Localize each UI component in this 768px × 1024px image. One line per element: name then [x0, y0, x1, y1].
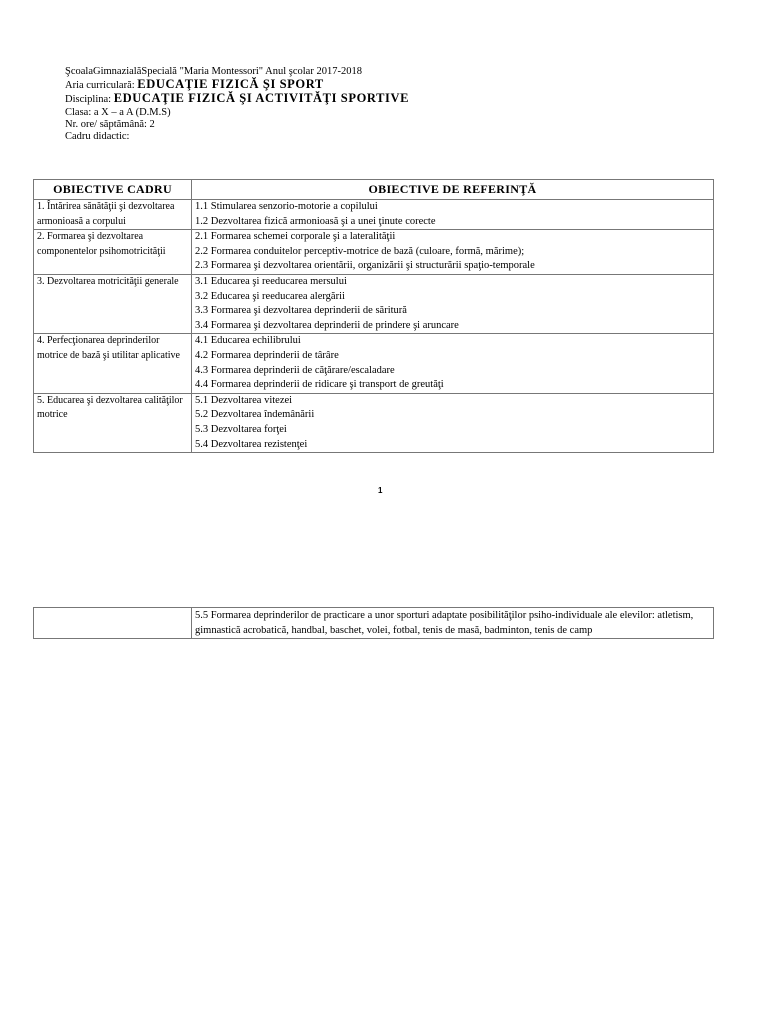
referinta-item: 4.1 Educarea echilibrului [195, 335, 301, 347]
table-body [34, 200, 714, 453]
referinta-item: 5.1 Dezvoltarea vitezei [195, 394, 293, 406]
referinta-item: 2.1 Formarea schemei corporale şi a lateralităţii [195, 231, 396, 243]
table-row [34, 200, 714, 230]
referinta-item: 1.1 Stimularea senzorio-motorie a copilului [195, 201, 378, 212]
continuation-table [33, 607, 714, 639]
referinta-item: 4.2 Formarea deprinderii de târâre [195, 349, 339, 361]
table-row [34, 274, 714, 333]
referinta-item: 3.4 Formarea şi dezvoltarea deprinderii de prindere şi aruncare [195, 319, 459, 331]
referinta-item: 2.3 Formarea şi dezvoltarea orientării, organizării şi structurării spaţio-temporale [195, 260, 535, 272]
school-line: ŞcoalaGimnazialăSpecială "Maria Montessori" Anul şcolar 2017-2018 [65, 66, 362, 77]
referinta-item: 5.4 Dezvoltarea rezistenţei [195, 438, 308, 450]
cadru-cell: 3. Dezvoltarea motricităţii generale [34, 274, 192, 333]
referinta-item: 3.2 Educarea şi reeducarea alergării [195, 290, 345, 302]
referinta-item: 2.2 Formarea conduitelor perceptiv-motrice de bază (culoare, formă, mărime); [195, 245, 525, 257]
column-header-cadru: OBIECTIVE CADRU [34, 180, 192, 200]
referinte-cell [192, 334, 714, 393]
curricular-area-value: EDUCAŢIE FIZICĂ ŞI SPORT [137, 77, 324, 92]
referinta-item: 5.2 Dezvoltarea îndemânării [195, 409, 315, 421]
cadru-cell: 4. Perfecţionarea deprinderilor motrice de bază şi utilitar aplicative [34, 334, 192, 393]
referinta-item: 3.1 Educarea şi reeducarea mersului [195, 275, 347, 287]
referinta-cell: 5.5 Formarea deprinderilor de practicare a unor sporturi adaptate posibilităţilor psiho-individuale ale elevilor: atletism, gimnastică acrobatică, handbal, baschet, volei, fotbal, tenis de masă, badminton, tenis de camp [192, 608, 714, 639]
referinte-cell [192, 230, 714, 275]
column-header-referinta: OBIECTIVE DE REFERINŢĂ [192, 180, 714, 200]
referinta-item: 3.3 Formarea şi dezvoltarea deprinderii de săritură [195, 305, 407, 317]
referinta-item: 4.4 Formarea deprinderii de ridicare şi transport de greutăţi [195, 379, 444, 391]
table-row [34, 230, 714, 275]
referinta-item: 1.2 Dezvoltarea fizică armonioasă şi a unei ţinute corecte [195, 215, 436, 227]
referinta-item: 4.3 Formarea deprinderii de căţărare/escaladare [195, 364, 395, 376]
referinta-item: 5.3 Dezvoltarea forţei [195, 423, 287, 435]
class-line: Clasa: a X – a A (D.M.S) [65, 106, 171, 118]
curricular-area-line [65, 78, 745, 92]
cadru-cell: 2. Formarea şi dezvoltarea componentelor psihomotricităţii [34, 230, 192, 275]
discipline-value: EDUCAŢIE FIZICĂ ŞI ACTIVITĂŢI SPORTIVE [113, 91, 410, 106]
cadru-cell: 1. Întărirea sănătăţii şi dezvoltarea armonioasă a corpului [34, 200, 192, 230]
document-header [65, 66, 745, 143]
page-number: 1 [378, 486, 383, 495]
table-row [34, 393, 714, 452]
curricular-area-label: Aria curriculară: [65, 80, 138, 92]
discipline-label: Disciplina: [65, 94, 114, 106]
cadru-cell [34, 608, 192, 639]
referinte-cell [192, 274, 714, 333]
cadru-cell: 5. Educarea şi dezvoltarea calităţilor motrice [34, 393, 192, 452]
table-row [34, 334, 714, 393]
teacher-line: Cadru didactic: [65, 131, 130, 143]
referinte-cell [192, 393, 714, 452]
referinte-cell [192, 200, 714, 230]
objectives-table [33, 179, 714, 453]
table-row [34, 608, 714, 639]
discipline-line [65, 92, 745, 106]
table-header-row [34, 180, 714, 200]
hours-line: Nr. ore/ săptămână: 2 [65, 118, 155, 130]
